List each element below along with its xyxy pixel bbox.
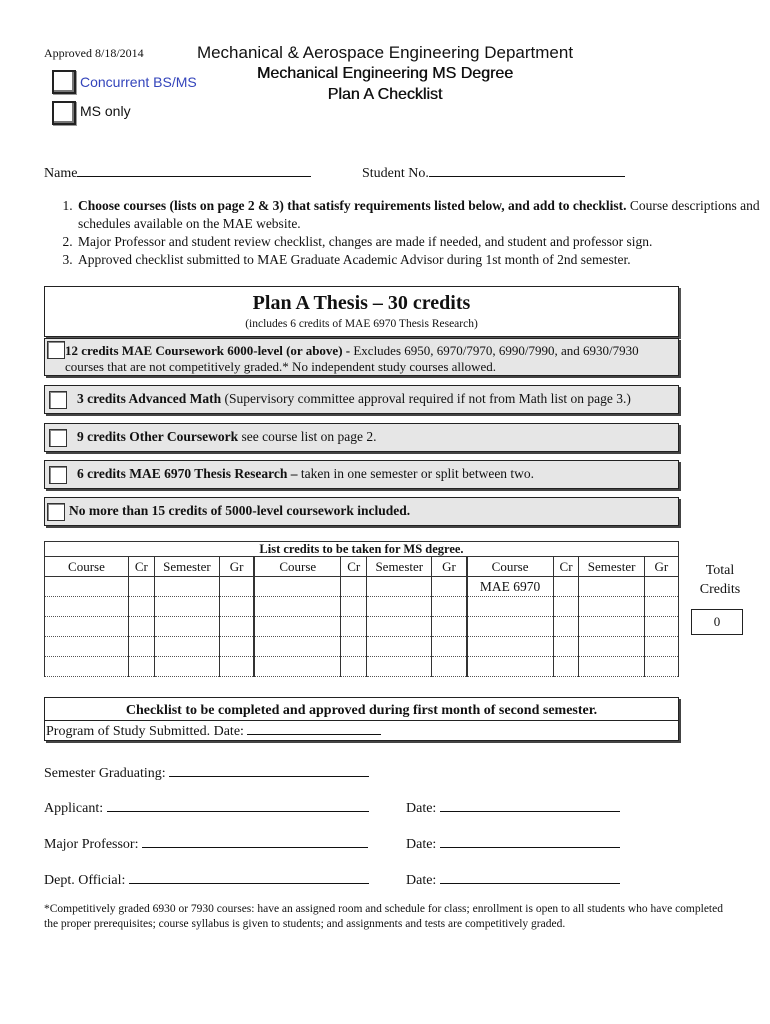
requirement-coursework-6000: 12 credits MAE Coursework 6000-level (or above) - Excludes 6950, 6970/7970, 6990/7990, and 6930/7930 courses that are not competitively graded.* No independent study courses allowed. <box>44 338 679 376</box>
date-label: Date: <box>406 801 437 816</box>
col-header-cr: Cr <box>128 557 154 577</box>
instruction-steps <box>42 197 770 269</box>
col-header-cr: Cr <box>553 557 579 577</box>
table-cell[interactable] <box>367 597 432 617</box>
table-cell[interactable] <box>553 577 579 597</box>
col-header-gr: Gr <box>432 557 467 577</box>
table-cell[interactable] <box>432 577 467 597</box>
table-row <box>45 597 679 617</box>
table-cell[interactable] <box>254 637 341 657</box>
dept-official-field[interactable] <box>44 869 369 889</box>
table-row <box>45 637 679 657</box>
course-table-title: List credits to be taken for MS degree. <box>45 542 679 557</box>
table-cell[interactable] <box>553 657 579 677</box>
table-cell[interactable] <box>341 637 367 657</box>
table-cell[interactable] <box>579 597 644 617</box>
table-cell[interactable] <box>467 657 554 677</box>
table-cell[interactable] <box>45 597 129 617</box>
student-no-label: Student No. <box>362 166 429 181</box>
table-cell[interactable] <box>128 577 154 597</box>
col-header-course: Course <box>467 557 554 577</box>
table-cell[interactable] <box>220 597 255 617</box>
col-header-course: Course <box>45 557 129 577</box>
table-cell[interactable] <box>128 597 154 617</box>
prefilled-course-cell[interactable]: MAE 6970 <box>467 577 554 597</box>
requirement-5000-level-limit: No more than 15 credits of 5000-level coursework included. <box>44 497 679 526</box>
col-header-cr: Cr <box>341 557 367 577</box>
thesis-subtitle: (includes 6 credits of MAE 6970 Thesis Research) <box>245 318 478 330</box>
department-title: Mechanical & Aerospace Engineering Department <box>196 43 574 62</box>
table-cell[interactable] <box>467 597 554 617</box>
student-no-input-line[interactable] <box>429 162 625 177</box>
major-professor-date-field[interactable] <box>406 833 620 853</box>
col-header-gr: Gr <box>644 557 678 577</box>
table-cell[interactable] <box>154 637 219 657</box>
table-cell[interactable] <box>432 657 467 677</box>
requirement-checkbox[interactable] <box>49 429 67 447</box>
semester-graduating-line[interactable] <box>169 762 369 777</box>
dept-official-date-field[interactable] <box>406 869 620 889</box>
ms-only-checkbox[interactable] <box>52 101 76 125</box>
course-table <box>44 541 679 677</box>
table-cell[interactable] <box>644 637 678 657</box>
thesis-title: Plan A Thesis – 30 credits <box>252 292 471 314</box>
table-cell[interactable] <box>254 597 341 617</box>
applicant-label: Applicant: <box>44 801 104 816</box>
table-cell[interactable] <box>432 597 467 617</box>
major-professor-label: Major Professor: <box>44 837 139 852</box>
requirement-other-coursework: 9 credits Other Coursework see course list on page 2. <box>44 423 679 452</box>
thesis-header-box <box>44 286 679 337</box>
table-cell[interactable] <box>644 657 678 677</box>
table-cell[interactable] <box>341 577 367 597</box>
student-no-field[interactable] <box>362 162 625 182</box>
semester-graduating-label: Semester Graduating: <box>44 766 166 781</box>
name-label: Name <box>44 166 78 181</box>
table-cell[interactable] <box>579 577 644 597</box>
table-cell[interactable] <box>128 657 154 677</box>
col-header-semester: Semester <box>154 557 219 577</box>
concurrent-label: Concurrent BS/MS <box>80 74 197 90</box>
table-cell[interactable] <box>367 577 432 597</box>
requirement-advanced-math: 3 credits Advanced Math (Supervisory committee approval required if not from Math list on page 3.) <box>44 385 679 414</box>
table-cell[interactable] <box>644 597 678 617</box>
table-cell[interactable] <box>467 637 554 657</box>
degree-title: Mechanical Engineering MS Degree <box>256 65 514 82</box>
major-professor-date-line[interactable] <box>440 833 620 848</box>
table-cell[interactable] <box>45 637 129 657</box>
total-credits-label <box>692 561 748 599</box>
table-cell[interactable] <box>220 657 255 677</box>
dept-official-date-line[interactable] <box>440 869 620 884</box>
table-row <box>45 577 679 597</box>
checklist-title: Plan A Checklist <box>327 86 443 103</box>
applicant-date-line[interactable] <box>440 797 620 812</box>
approved-date: Approved 8/18/2014 <box>44 46 144 60</box>
requirement-checkbox[interactable] <box>49 391 67 409</box>
table-cell[interactable] <box>45 577 129 597</box>
table-cell[interactable] <box>220 637 255 657</box>
table-cell[interactable] <box>367 637 432 657</box>
program-submitted-field[interactable] <box>46 722 381 740</box>
name-field[interactable] <box>44 162 311 182</box>
col-header-semester: Semester <box>367 557 432 577</box>
table-cell[interactable] <box>341 657 367 677</box>
checklist-approval-title: Checklist to be completed and approved during first month of second semester. <box>125 703 598 718</box>
col-header-course: Course <box>254 557 341 577</box>
total-label-line1: Total <box>705 563 735 578</box>
requirement-checkbox[interactable] <box>49 466 67 484</box>
date-label: Date: <box>406 873 437 888</box>
table-cell[interactable] <box>367 617 432 637</box>
requirement-checkbox[interactable] <box>47 503 65 521</box>
program-submitted-label: Program of Study Submitted. Date: <box>46 724 244 739</box>
table-cell[interactable] <box>154 597 219 617</box>
major-professor-field[interactable] <box>44 833 368 853</box>
table-cell[interactable] <box>467 617 554 637</box>
table-cell[interactable] <box>579 657 644 677</box>
applicant-signature-line[interactable] <box>107 797 369 812</box>
table-cell[interactable] <box>154 657 219 677</box>
table-cell[interactable] <box>45 657 129 677</box>
major-professor-signature-line[interactable] <box>142 833 368 848</box>
applicant-field[interactable] <box>44 797 369 817</box>
table-cell[interactable] <box>579 637 644 657</box>
dept-official-signature-line[interactable] <box>129 869 369 884</box>
col-header-semester: Semester <box>579 557 644 577</box>
table-cell[interactable] <box>341 597 367 617</box>
requirement-checkbox[interactable] <box>47 341 65 359</box>
table-cell[interactable] <box>128 617 154 637</box>
table-row <box>45 657 679 677</box>
footnote: *Competitively graded 6930 or 7930 courses: have an assigned room and schedule for class; enrollment is open to all students who have completed the proper prerequisites; course syllabus is given to students; and assignments and tests are competitively graded. <box>44 903 723 930</box>
ms-only-label: MS only <box>80 103 131 119</box>
total-label-line2: Credits <box>699 582 741 597</box>
table-cell[interactable] <box>220 617 255 637</box>
table-cell[interactable] <box>154 617 219 637</box>
table-cell[interactable] <box>154 577 219 597</box>
program-date-line[interactable] <box>247 722 381 735</box>
table-cell[interactable] <box>579 617 644 637</box>
table-cell[interactable] <box>553 597 579 617</box>
table-cell[interactable] <box>367 657 432 677</box>
dept-official-label: Dept. Official: <box>44 873 126 888</box>
checklist-approval-box <box>44 697 679 741</box>
table-cell[interactable] <box>432 617 467 637</box>
table-cell[interactable] <box>45 617 129 637</box>
applicant-date-field[interactable] <box>406 797 620 817</box>
name-input-line[interactable] <box>77 162 311 177</box>
table-cell[interactable] <box>254 617 341 637</box>
table-cell[interactable] <box>553 617 579 637</box>
table-cell[interactable] <box>254 657 341 677</box>
table-cell[interactable] <box>432 637 467 657</box>
table-cell[interactable] <box>644 617 678 637</box>
table-cell[interactable] <box>220 577 255 597</box>
table-cell[interactable] <box>553 637 579 657</box>
requirement-thesis-research: 6 credits MAE 6970 Thesis Research – taken in one semester or split between two. <box>44 460 679 489</box>
concurrent-checkbox[interactable] <box>52 70 76 94</box>
table-cell[interactable] <box>254 577 341 597</box>
total-credits-value[interactable]: 0 <box>691 609 743 635</box>
step-item: 2. Major Professor and student review checklist, changes are made if needed, and student and professor sign. <box>76 233 770 251</box>
table-row <box>45 617 679 637</box>
course-table-header <box>45 557 679 577</box>
semester-graduating-field[interactable] <box>44 762 369 782</box>
step-item: 1. Choose courses (lists on page 2 & 3) that satisfy requirements listed below, and add to checklist. Course descriptions and schedules available on the MAE website. <box>76 197 770 233</box>
table-cell[interactable] <box>341 617 367 637</box>
col-header-gr: Gr <box>220 557 255 577</box>
date-label: Date: <box>406 837 437 852</box>
table-cell[interactable] <box>128 637 154 657</box>
table-cell[interactable] <box>644 577 678 597</box>
step-item: 3. Approved checklist submitted to MAE Graduate Academic Advisor during 1st month of 2nd semester. <box>76 251 770 269</box>
